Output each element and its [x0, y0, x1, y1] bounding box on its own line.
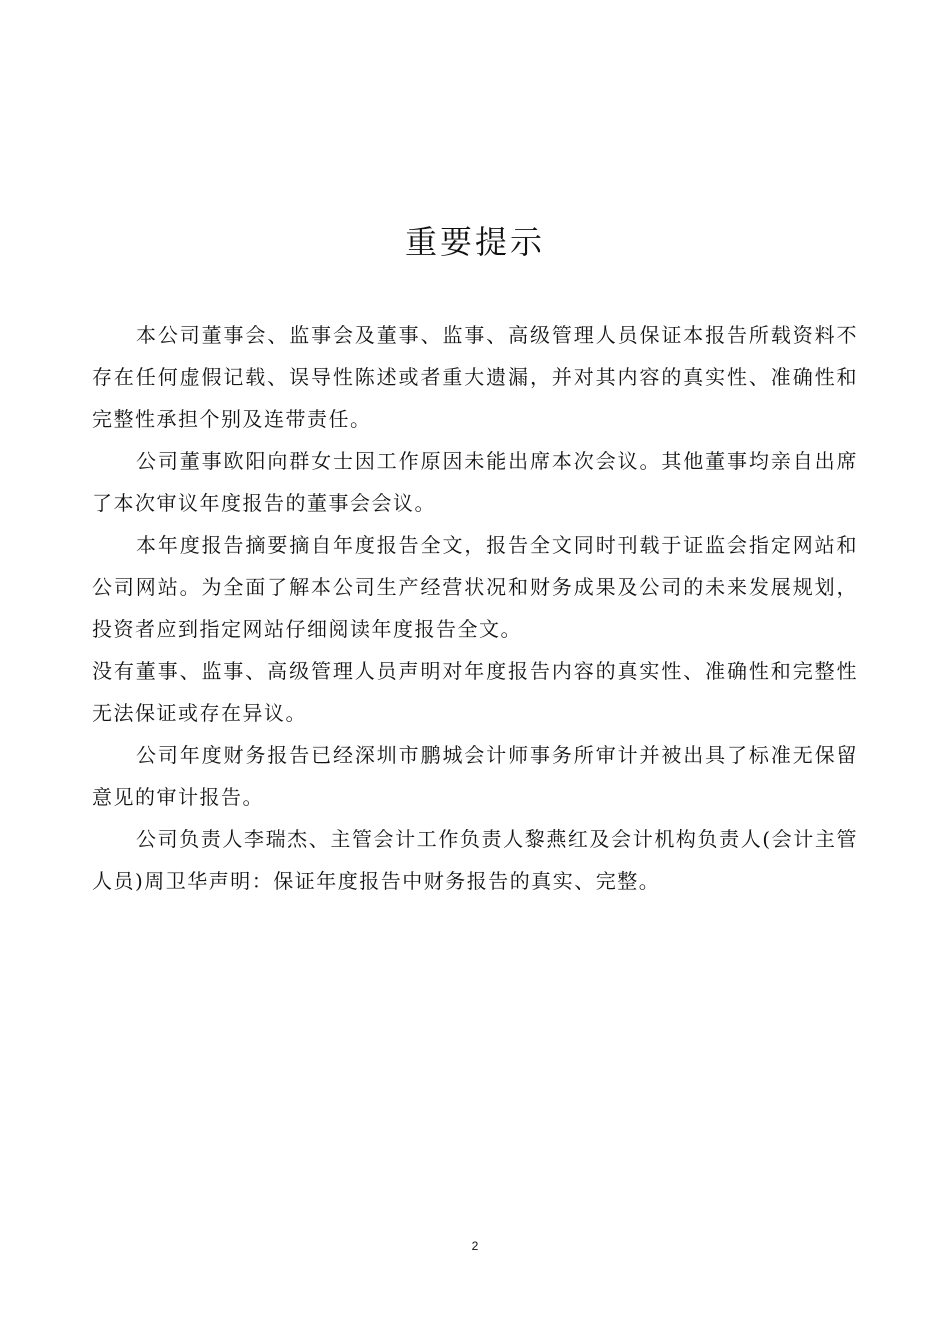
page-number: 2: [471, 1239, 479, 1253]
notice-body: [92, 314, 858, 902]
paragraph-director-absence: 公司董事欧阳向群女士因工作原因未能出席本次会议。其他董事均亲自出席了本次审议年度报告的董事会会议。: [92, 449, 858, 515]
paragraph-no-objection: 没有董事、监事、高级管理人员声明对年度报告内容的真实性、准确性和完整性无法保证或存在异议。: [92, 659, 858, 725]
paragraph-responsible-persons: 公司负责人李瑞杰、主管会计工作负责人黎燕红及会计机构负责人(会计主管人员)周卫华声明：保证年度报告中财务报告的真实、完整。: [92, 827, 858, 893]
paragraph-report-summary: 本年度报告摘要摘自年度报告全文，报告全文同时刊载于证监会指定网站和公司网站。为全面了解本公司生产经营状况和财务成果及公司的未来发展规划，投资者应到指定网站仔细阅读年度报告全文。: [92, 533, 858, 641]
page-title: 重要提示: [404, 223, 545, 261]
paragraph-audit-opinion: 公司年度财务报告已经深圳市鹏城会计师事务所审计并被出具了标准无保留意见的审计报告。: [92, 743, 858, 809]
paragraph-accuracy-guarantee: 本公司董事会、监事会及董事、监事、高级管理人员保证本报告所载资料不存在任何虚假记载、误导性陈述或者重大遗漏，并对其内容的真实性、准确性和完整性承担个别及连带责任。: [92, 323, 858, 431]
